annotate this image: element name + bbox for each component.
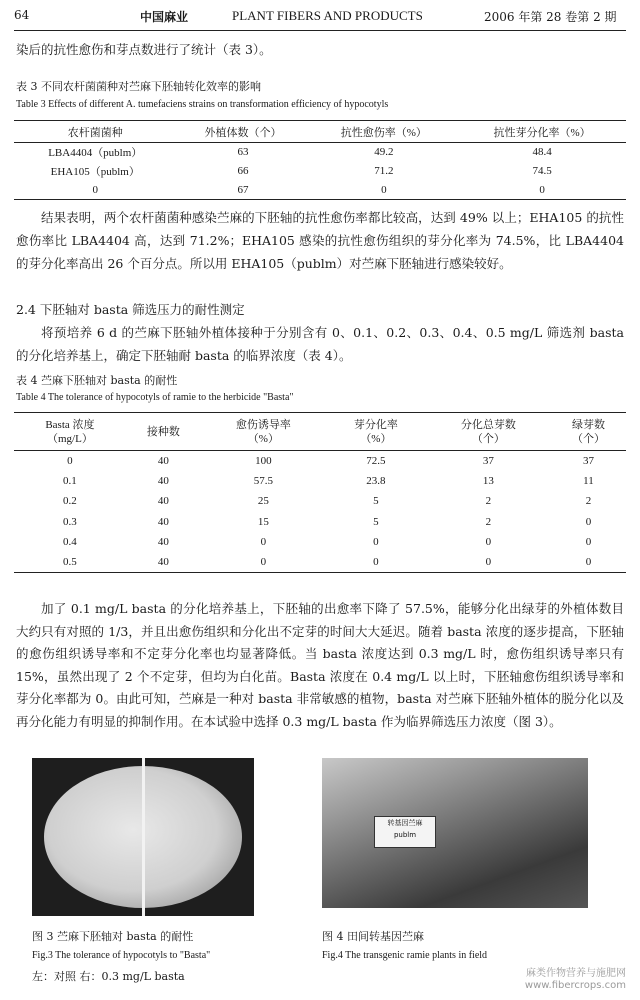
figure4-image	[322, 758, 588, 908]
table-cell: 48.4	[532, 146, 552, 159]
figure3-caption-note: 左：对照 右：0.3 mg/L basta	[32, 970, 185, 983]
table-cell: 0.4	[63, 535, 77, 548]
table-cell: 40	[157, 555, 169, 568]
header-rule	[14, 30, 626, 31]
table-row	[14, 181, 626, 200]
table4-header-cell	[201, 413, 326, 451]
table-cell: 40	[157, 454, 169, 467]
table-row	[14, 451, 626, 471]
table-cell: 40	[157, 535, 169, 548]
results-paragraph-1: 结果表明，两个农杆菌菌种感染苎麻的下胚轴的抗性愈伤率都比较高，达到 49% 以上；EHA105 的抗性愈伤率比 LBA4404 高，达到 71.2%；EHA105 感染的抗性愈伤组织的芽分化率为 74.5%，比 LBA4404 的芽分化率高出 26 个百分点。所以用 EHA105（publm）对苎麻下胚轴进行感染较好。	[16, 210, 624, 271]
table-cell: 66	[237, 165, 249, 177]
table4-header-cell	[126, 413, 201, 451]
table-row	[14, 532, 626, 552]
table-cell: 0	[260, 555, 267, 568]
figure3-image	[32, 758, 254, 916]
table-cell: 0.2	[63, 495, 77, 508]
table-cell: 40	[157, 495, 169, 508]
table-row	[14, 143, 626, 162]
table-cell: 0	[539, 183, 545, 196]
journal-title-en: PLANT FIBERS AND PRODUCTS	[232, 8, 423, 23]
table-cell: 2	[585, 495, 592, 508]
header-unit: （个）	[571, 432, 605, 445]
figure3-caption-en: Fig.3 The tolerance of hypocotyls to "Basta"	[32, 950, 211, 961]
table-cell: 15	[257, 515, 269, 528]
table-cell: 0.1	[63, 474, 77, 487]
table4-header-cell	[326, 413, 426, 451]
table-cell: 0	[92, 183, 98, 196]
table-cell: LBA4404（publm）	[48, 147, 143, 160]
table-cell: 23.8	[366, 474, 386, 487]
header-line: Basta 浓度	[45, 418, 95, 431]
header-unit: （%）	[360, 432, 392, 445]
table4	[14, 412, 626, 573]
header-line: 分化总芽数	[460, 418, 516, 431]
table-cell: 37	[482, 454, 494, 467]
watermark-line2: www.fibercrops.com	[524, 980, 626, 991]
page-number: 64	[14, 8, 30, 22]
table-row	[14, 491, 626, 511]
table3-header-row	[14, 121, 626, 143]
header-line: 愈伤诱导率	[235, 418, 291, 431]
figure3-caption-cn: 图 3 苎麻下胚轴对 basta 的耐性	[32, 930, 194, 943]
table-cell: 2	[485, 515, 492, 528]
table-row	[14, 162, 626, 181]
journal-title-cn: 中国麻业	[140, 10, 189, 24]
header-unit: （个）	[471, 432, 505, 445]
table-cell: 25	[257, 495, 269, 508]
table-cell: 0.3	[63, 515, 77, 528]
header-unit: （mg/L）	[47, 432, 93, 445]
table-cell: 11	[583, 474, 594, 487]
table-cell: 40	[157, 474, 169, 487]
table3-header-cell: 抗性愈伤率（%）	[309, 121, 458, 143]
field-sign	[374, 816, 436, 848]
table4-header-cell	[14, 413, 126, 451]
table3	[14, 120, 626, 200]
table-cell: 37	[582, 454, 594, 467]
table-cell: 63	[237, 146, 249, 159]
table-cell: 0	[381, 183, 387, 196]
table3-caption-en: Table 3 Effects of different A. tumefaciens strains on transformation efficiency of hypocotyls	[16, 99, 389, 110]
table4-header-cell	[551, 413, 626, 451]
table-cell: 0	[585, 515, 592, 528]
table-cell: 0	[67, 454, 73, 467]
figure4-caption-en: Fig.4 The transgenic ramie plants in field	[322, 950, 488, 961]
watermark-line1: 麻类作物营养与施肥网	[526, 968, 626, 979]
table-cell: 0.5	[63, 555, 77, 568]
section-2-4-body: 将预培养 6 d 的苎麻下胚轴外植体接种于分别含有 0、0.1、0.2、0.3、0.4、0.5 mg/L 筛选剂 basta 的分化培养基上，确定下胚轴耐 basta 的临界浓度（表 4）。	[16, 325, 624, 363]
table3-header-cell: 抗性芽分化率（%）	[458, 121, 626, 143]
header-line: 绿芽数	[571, 418, 605, 431]
issue-info: 2006 年第 28 卷第 2 期	[484, 10, 617, 24]
table-cell: 0	[585, 555, 592, 568]
table-row	[14, 511, 626, 531]
table-cell: 5	[373, 495, 379, 508]
table-cell: 0	[485, 555, 492, 568]
table-cell: 0	[585, 535, 592, 548]
table4-header-row	[14, 413, 626, 451]
table-cell: 71.2	[374, 165, 394, 177]
header-line: 芽分化率	[353, 418, 398, 431]
table3-header-cell: 农杆菌菌种	[14, 121, 177, 143]
sign-line: 转基因苎麻	[387, 819, 423, 827]
table-cell: 74.5	[532, 165, 552, 177]
header-unit: （%）	[247, 432, 279, 445]
table-cell: 72.5	[366, 454, 386, 467]
intro-line: 染后的抗性愈伤和芽点数进行了统计（表 3）。	[16, 42, 272, 57]
table-cell: 0	[373, 555, 379, 568]
sign-line: publm	[393, 831, 417, 839]
figure4-caption-cn: 图 4 田间转基因苎麻	[322, 930, 424, 943]
table-cell: 0	[260, 535, 267, 548]
table-cell: 0	[485, 535, 492, 548]
table-cell: 0	[373, 535, 379, 548]
table-row	[14, 552, 626, 572]
table3-caption-cn: 表 3 不同农杆菌菌种对苎麻下胚轴转化效率的影响	[16, 80, 261, 93]
image-divider	[142, 758, 145, 916]
table-cell: 5	[373, 515, 379, 528]
table-cell: 67	[237, 183, 249, 196]
table-cell: 57.5	[253, 474, 273, 487]
header-line: 接种数	[146, 425, 180, 438]
table-cell: 40	[157, 515, 169, 528]
table3-header-cell: 外植体数（个）	[177, 121, 310, 143]
table-cell: 49.2	[374, 146, 394, 159]
table-row	[14, 471, 626, 491]
table-cell: 13	[482, 474, 494, 487]
results-paragraph-2: 加了 0.1 mg/L basta 的分化培养基上，下胚轴的出愈率下降了 57.5%，能够分化出绿芽的外植体数目大约只有对照的 1/3，并且出愈伤组织和分化出不定芽的时间大大延迟。随着 basta 浓度的逐步提高，下胚轴的愈伤组织诱导率和不定芽分化率也均显著降低。当 basta 浓度达到 0.3 mg/L 时，愈伤组织诱导率只有 15%，虽然出现了 2 个不定芽，但均为白化苗。Basta 浓度在 0.4 mg/L 以上时，下胚轴愈伤组织诱导率和芽分化率都为 0。由此可知，苎麻是一种对 basta 非常敏感的植物，basta 对苎麻下胚轴外植体的脱分化以及再分化能力有明显的抑制作用。在本试验中选择 0.3 mg/L basta 作为临界筛选压力浓度（图 3）。	[16, 601, 624, 729]
table-cell: EHA105（publm）	[50, 166, 140, 178]
table-cell: 100	[255, 454, 272, 467]
table-cell: 2	[485, 495, 492, 508]
table4-header-cell	[426, 413, 551, 451]
section-heading-2-4: 2.4 下胚轴对 basta 筛选压力的耐性测定	[16, 302, 245, 317]
table4-caption-en: Table 4 The tolerance of hypocotyls of ramie to the herbicide "Basta"	[16, 392, 294, 403]
table4-caption-cn: 表 4 苎麻下胚轴对 basta 的耐性	[16, 374, 178, 387]
